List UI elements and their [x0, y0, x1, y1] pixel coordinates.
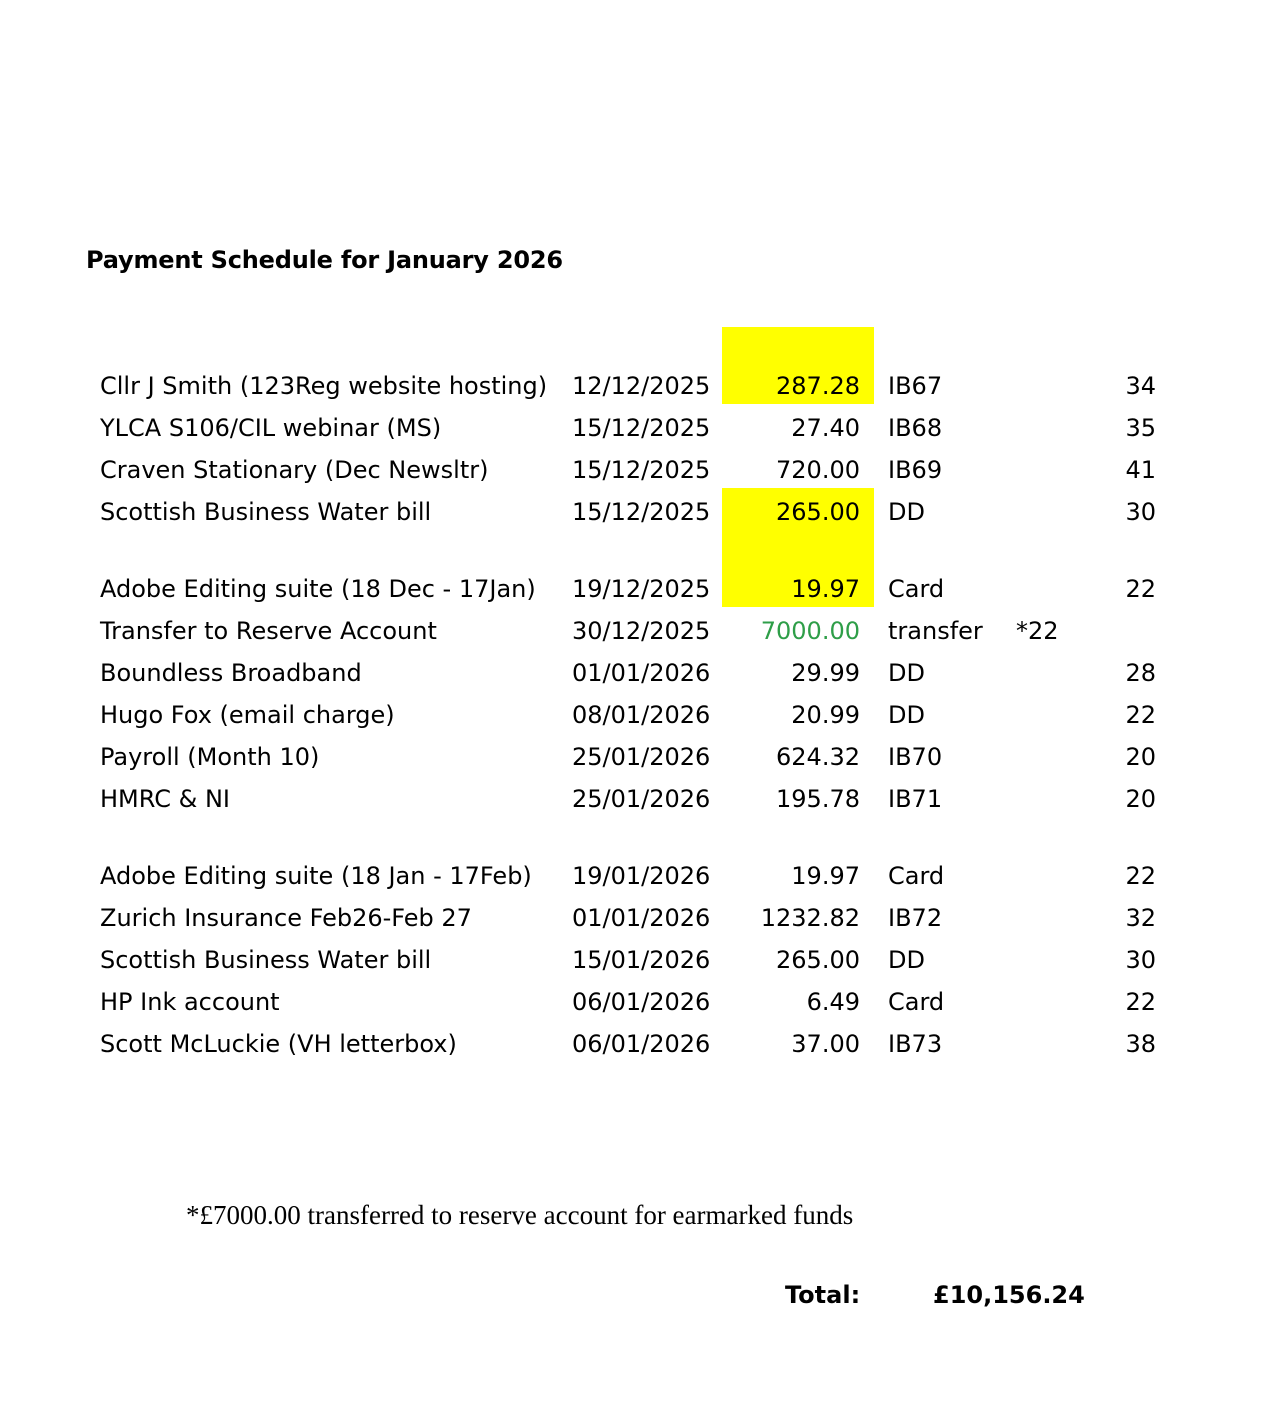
payment-amount: 7000.00 [760, 617, 860, 645]
payment-date: 15/12/2025 [572, 498, 711, 526]
payment-description: Adobe Editing suite (18 Jan - 17Feb) [100, 862, 532, 890]
payment-amount: 1232.82 [760, 904, 860, 932]
payment-description: HMRC & NI [100, 785, 230, 813]
payment-amount: 624.32 [776, 743, 860, 771]
payment-amount: 19.97 [722, 530, 874, 607]
payment-date: 15/12/2025 [572, 414, 711, 442]
footnote: *£7000.00 transferred to reserve account for earmarked funds [186, 1200, 854, 1230]
payment-amount: 29.99 [791, 659, 860, 687]
payment-code: 22 [1125, 988, 1156, 1016]
table-row [96, 936, 1160, 978]
payment-note [1016, 649, 1086, 691]
payment-note [1016, 530, 1086, 607]
table-row [96, 446, 1160, 488]
payment-method: IB67 [888, 372, 943, 400]
payment-note [1016, 817, 1086, 894]
table-row [96, 817, 1160, 894]
table-row [96, 327, 1160, 404]
payment-amount: 20.99 [791, 701, 860, 729]
payment-date: 15/01/2026 [572, 946, 711, 974]
payment-description: Scottish Business Water bill [100, 946, 432, 974]
payment-amount: 6.49 [806, 988, 860, 1016]
payment-method: Card [888, 575, 945, 603]
payment-code: 22 [1125, 862, 1156, 890]
payment-date: 19/01/2026 [572, 862, 711, 890]
payment-code: 20 [1125, 743, 1156, 771]
payment-code: 30 [1125, 498, 1156, 526]
payment-code: 30 [1125, 946, 1156, 974]
payment-amount: 19.97 [791, 862, 860, 890]
payment-description: Cllr J Smith (123Reg website hosting) [100, 372, 548, 400]
payment-method: IB69 [888, 456, 943, 484]
payment-note [1016, 733, 1086, 775]
total-value: £10,156.24 [933, 1281, 1085, 1309]
table-row [96, 894, 1160, 936]
payment-description: Scottish Business Water bill [100, 498, 432, 526]
payment-method: IB68 [888, 414, 943, 442]
table-row [96, 404, 1160, 446]
payment-amount: 195.78 [776, 785, 860, 813]
table-row [96, 530, 1160, 607]
payment-schedule-table [96, 327, 1160, 1062]
payment-description: Craven Stationary (Dec Newsltr) [100, 456, 489, 484]
payment-description: Hugo Fox (email charge) [100, 701, 395, 729]
table-row [96, 488, 1160, 530]
table-row [96, 775, 1160, 817]
payment-note [1016, 327, 1086, 404]
payment-code: 35 [1125, 414, 1156, 442]
payment-method: IB72 [888, 904, 943, 932]
payment-method: DD [888, 701, 925, 729]
payment-date: 19/12/2025 [572, 575, 711, 603]
payment-date: 12/12/2025 [572, 372, 711, 400]
payment-code: 34 [1125, 372, 1156, 400]
payment-description: Payroll (Month 10) [100, 743, 320, 771]
payment-amount: 27.40 [791, 414, 860, 442]
payment-note [1016, 1020, 1086, 1062]
payment-code [1086, 607, 1160, 649]
payment-note [1016, 936, 1086, 978]
payment-description: Transfer to Reserve Account [100, 617, 437, 645]
payment-description: HP Ink account [100, 988, 280, 1016]
payment-code: 38 [1125, 1030, 1156, 1058]
payment-date: 25/01/2026 [572, 785, 711, 813]
payment-method: IB71 [888, 785, 943, 813]
payment-method: Card [888, 988, 945, 1016]
payment-rows [96, 327, 1160, 1062]
payment-note [1016, 691, 1086, 733]
table-row [96, 733, 1160, 775]
table-row [96, 607, 1160, 649]
payment-note [1016, 404, 1086, 446]
payment-method: IB70 [888, 743, 943, 771]
payment-amount: 720.00 [776, 456, 860, 484]
payment-code: 28 [1125, 659, 1156, 687]
payment-code: 41 [1125, 456, 1156, 484]
total-label: Total: [785, 1281, 861, 1309]
payment-description: YLCA S106/CIL webinar (MS) [100, 414, 442, 442]
payment-description: Adobe Editing suite (18 Dec - 17Jan) [100, 575, 536, 603]
table-row [96, 649, 1160, 691]
payment-note [1016, 978, 1086, 1020]
payment-date: 30/12/2025 [572, 617, 711, 645]
payment-note [1016, 894, 1086, 936]
payment-date: 08/01/2026 [572, 701, 711, 729]
payment-amount: 287.28 [722, 327, 874, 404]
payment-code: 22 [1125, 701, 1156, 729]
payment-method: IB73 [888, 1030, 943, 1058]
payment-date: 01/01/2026 [572, 659, 711, 687]
payment-code: 32 [1125, 904, 1156, 932]
payment-date: 25/01/2026 [572, 743, 711, 771]
payment-method: transfer [888, 617, 983, 645]
payment-note: *22 [1016, 617, 1059, 645]
payment-date: 06/01/2026 [572, 988, 711, 1016]
payment-method: Card [888, 862, 945, 890]
payment-code: 22 [1125, 575, 1156, 603]
page-title: Payment Schedule for January 2026 [86, 246, 563, 274]
payment-amount: 265.00 [722, 488, 874, 530]
payment-description: Boundless Broadband [100, 659, 362, 687]
payment-method: DD [888, 659, 925, 687]
payment-date: 06/01/2026 [572, 1030, 711, 1058]
table-row [96, 978, 1160, 1020]
payment-method: DD [888, 946, 925, 974]
payment-description: Zurich Insurance Feb26-Feb 27 [100, 904, 472, 932]
payment-description: Scott McLuckie (VH letterbox) [100, 1030, 457, 1058]
payment-note [1016, 446, 1086, 488]
payment-note [1016, 488, 1086, 530]
payment-method: DD [888, 498, 925, 526]
table-row [96, 691, 1160, 733]
payment-note [1016, 775, 1086, 817]
payment-amount: 265.00 [776, 946, 860, 974]
payment-date: 15/12/2025 [572, 456, 711, 484]
payment-code: 20 [1125, 785, 1156, 813]
table-row [96, 1020, 1160, 1062]
payment-date: 01/01/2026 [572, 904, 711, 932]
payment-amount: 37.00 [791, 1030, 860, 1058]
